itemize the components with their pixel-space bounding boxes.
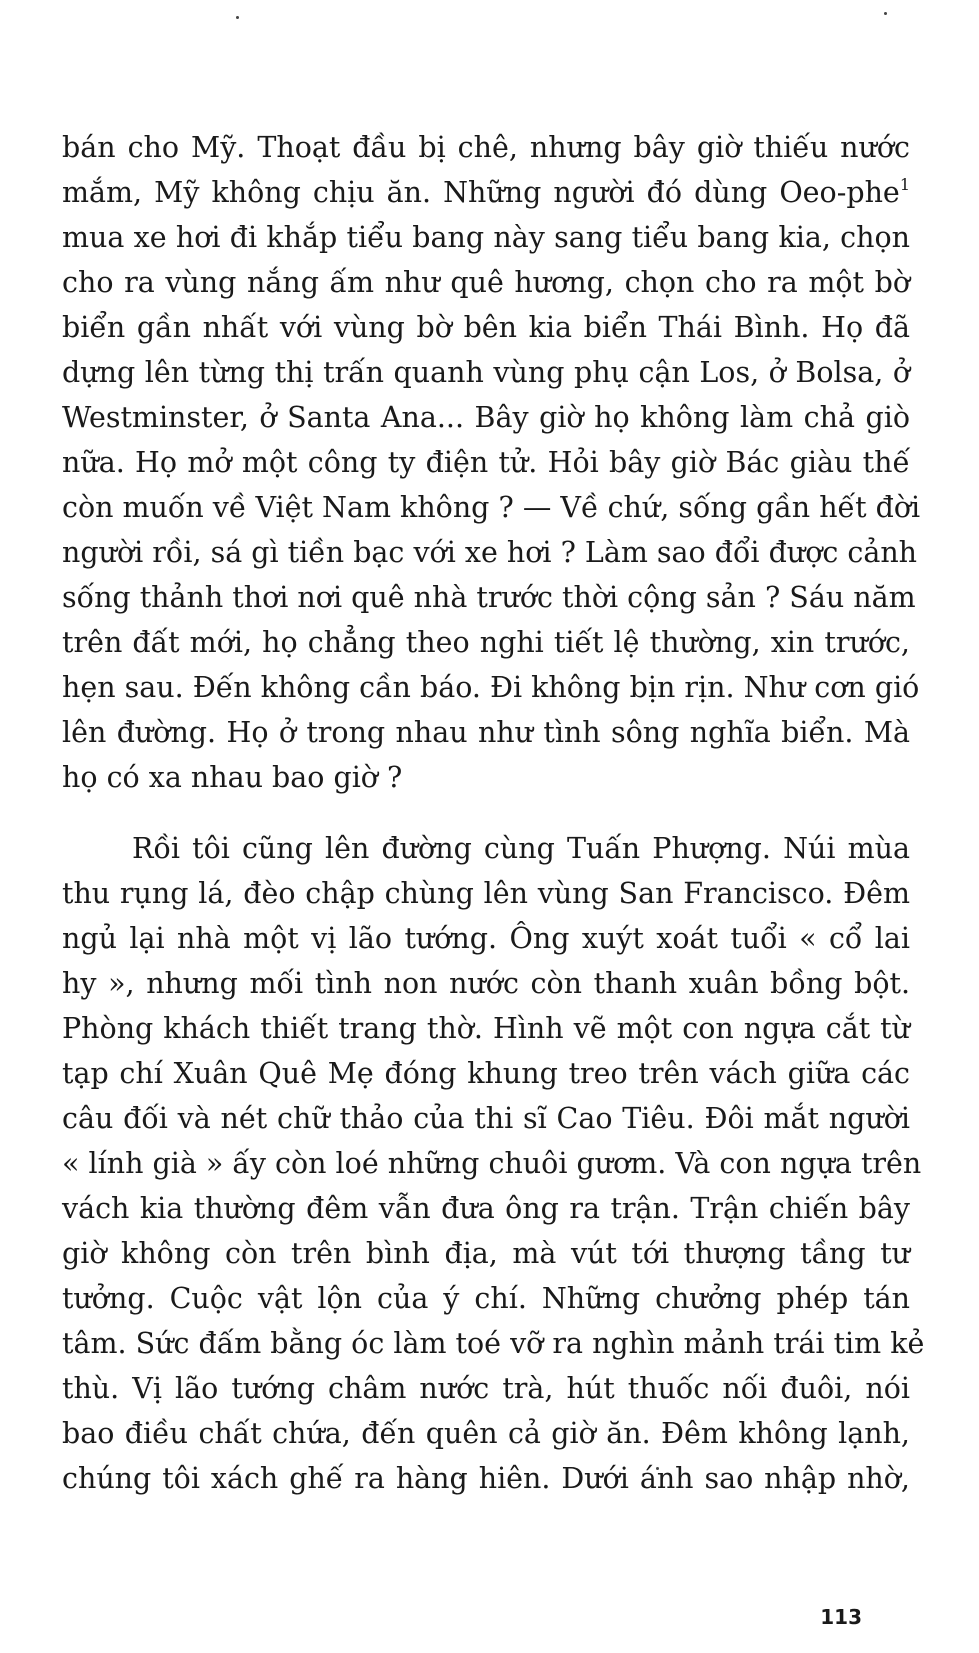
text-line xyxy=(62,170,910,215)
text-line: giờ không còn trên bình địa, mà vút tới thượng tầng tư xyxy=(62,1237,910,1270)
text-line: nữa. Họ mở một công ty điện tử. Hỏi bây giờ Bác giàu thế xyxy=(62,446,910,479)
text-line: người rồi, sá gì tiền bạc với xe hơi ? Làm sao đổi được cảnh xyxy=(62,536,918,569)
text-line: sống thảnh thơi nơi quê nhà trước thời cộng sản ? Sáu năm xyxy=(62,581,916,614)
text-line-content: mắm, Mỹ không chịu ăn. Những người đó dùng Oeo-phe xyxy=(62,176,900,209)
text-line: mua xe hơi đi khắp tiểu bang này sang tiểu bang kia, chọn xyxy=(62,221,910,254)
text-line: tưởng. Cuộc vật lộn của ý chí. Những chưởng phép tán xyxy=(62,1282,910,1315)
text-line: chúng tôi xách ghế ra hàng hiên. Dưới ánh sao nhập nhờ, xyxy=(62,1462,910,1495)
text-line: vách kia thường đêm vẫn đưa ông ra trận. Trận chiến bây xyxy=(62,1192,910,1225)
scan-speck xyxy=(236,16,239,19)
paragraph-2 xyxy=(62,826,925,1501)
text-line: hy », nhưng mối tình non nước còn thanh xuân bồng bột. xyxy=(62,967,910,1000)
text-line: bán cho Mỹ. Thoạt đầu bị chê, nhưng bây giờ thiếu nước xyxy=(62,131,910,164)
text-line: « lính già » ấy còn loé những chuôi gươm. Và con ngựa trên xyxy=(62,1147,922,1180)
text-line: Phòng khách thiết trang thờ. Hình vẽ một con ngựa cắt từ xyxy=(62,1012,910,1045)
text-line: bao điều chất chứa, đến quên cả giờ ăn. Đêm không lạnh, xyxy=(62,1417,910,1450)
text-line: họ có xa nhau bao giờ ? xyxy=(62,761,403,794)
paragraph-1 xyxy=(62,125,921,800)
text-line: tâm. Sức đấm bằng óc làm toé vỡ ra nghìn mảnh trái tim kẻ xyxy=(62,1327,925,1360)
text-line: thu rụng lá, đèo chập chùng lên vùng San Francisco. Đêm xyxy=(62,877,910,910)
text-line: dựng lên từng thị trấn quanh vùng phụ cận Los, ở Bolsa, ở xyxy=(62,356,910,389)
text-line: Rồi tôi cũng lên đường cùng Tuấn Phượng. Núi mùa xyxy=(132,832,910,865)
text-line: hẹn sau. Đến không cần báo. Đi không bịn rịn. Như cơn gió xyxy=(62,671,920,704)
text-line: biển gần nhất với vùng bờ bên kia biển Thái Bình. Họ đã xyxy=(62,311,910,344)
text-line: câu đối và nét chữ thảo của thi sĩ Cao Tiêu. Đôi mắt người xyxy=(62,1102,910,1135)
footnote-marker[interactable]: 1 xyxy=(899,175,910,194)
text-line: ngủ lại nhà một vị lão tướng. Ông xuýt xoát tuổi « cổ lai xyxy=(62,922,910,955)
text-line: thù. Vị lão tướng châm nước trà, hút thuốc nối đuôi, nói xyxy=(62,1372,910,1405)
text-line: Westminster, ở Santa Ana... Bây giờ họ không làm chả giò xyxy=(62,401,910,434)
page-number: 113 xyxy=(820,1605,862,1629)
text-line: tạp chí Xuân Quê Mẹ đóng khung treo trên vách giữa các xyxy=(62,1057,910,1090)
text-line: còn muốn về Việt Nam không ? — Về chứ, sống gần hết đời xyxy=(62,491,921,524)
text-line: trên đất mới, họ chẳng theo nghi tiết lệ thường, xin trước, xyxy=(62,626,910,659)
body-text xyxy=(62,125,925,1501)
paragraph-gap xyxy=(62,800,910,826)
scan-speck xyxy=(884,12,887,15)
text-line: cho ra vùng nắng ấm như quê hương, chọn cho ra một bờ xyxy=(62,266,910,299)
text-line: lên đường. Họ ở trong nhau như tình sông nghĩa biển. Mà xyxy=(62,716,910,749)
